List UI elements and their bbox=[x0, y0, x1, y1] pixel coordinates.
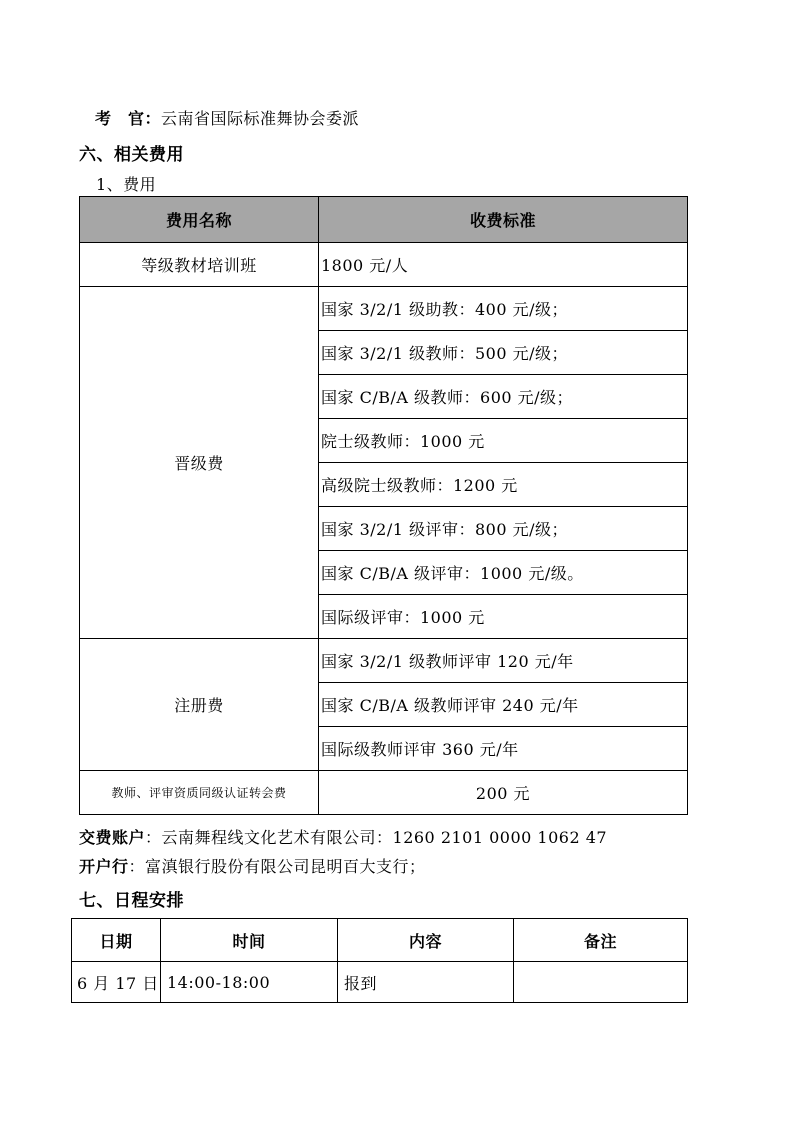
fee-registration-item: 国际级教师评审 360 元/年 bbox=[319, 727, 688, 771]
fee-promotion-item: 国家 3/2/1 级教师：500 元/级； bbox=[319, 331, 688, 375]
section-7-title: 七、日程安排 bbox=[79, 891, 184, 911]
account-label: 交费账户 bbox=[79, 828, 146, 847]
fee-table-header-row bbox=[80, 197, 688, 243]
fee-header-name: 费用名称 bbox=[80, 197, 319, 243]
schedule-header-note: 备注 bbox=[514, 919, 688, 962]
table-row bbox=[80, 243, 688, 287]
schedule-header-row bbox=[72, 919, 688, 962]
fee-promotion-item: 国家 C/B/A 级教师：600 元/级； bbox=[319, 375, 688, 419]
schedule-date: 6 月 17 日 bbox=[72, 962, 161, 1003]
examiner-line bbox=[95, 106, 359, 129]
fee-promotion-name: 晋级费 bbox=[80, 287, 319, 639]
fee-training-name: 等级教材培训班 bbox=[80, 243, 319, 287]
fee-registration-item: 国家 3/2/1 级教师评审 120 元/年 bbox=[319, 639, 688, 683]
fee-transfer-value: 200 元 bbox=[319, 771, 688, 815]
fee-promotion-item: 国家 3/2/1 级助教：400 元/级； bbox=[319, 287, 688, 331]
schedule-header-content: 内容 bbox=[338, 919, 514, 962]
examiner-value: 云南省国际标准舞协会委派 bbox=[161, 109, 360, 128]
schedule-header-time: 时间 bbox=[161, 919, 338, 962]
table-row bbox=[80, 639, 688, 683]
fee-promotion-item: 国家 C/B/A 级评审：1000 元/级。 bbox=[319, 551, 688, 595]
fee-registration-name: 注册费 bbox=[80, 639, 319, 771]
table-row bbox=[80, 771, 688, 815]
fee-promotion-item: 国际级评审：1000 元 bbox=[319, 595, 688, 639]
fee-table bbox=[79, 196, 688, 815]
account-text: ：云南舞程线文化艺术有限公司：1260 2101 0000 1062 47 bbox=[145, 828, 608, 847]
examiner-label: 考 官： bbox=[95, 109, 162, 128]
section-6-title: 六、相关费用 bbox=[79, 145, 184, 165]
table-row bbox=[80, 287, 688, 331]
schedule-time: 14:00-18:00 bbox=[161, 962, 338, 1003]
fee-transfer-name: 教师、评审资质同级认证转会费 bbox=[80, 771, 319, 815]
fee-promotion-item: 国家 3/2/1 级评审：800 元/级； bbox=[319, 507, 688, 551]
fee-header-standard: 收费标准 bbox=[319, 197, 688, 243]
fee-promotion-item: 院士级教师：1000 元 bbox=[319, 419, 688, 463]
schedule-note bbox=[514, 962, 688, 1003]
schedule-table bbox=[71, 918, 688, 1003]
account-line bbox=[79, 825, 607, 848]
section-6-subtitle: 1、费用 bbox=[96, 175, 157, 194]
schedule-content: 报到 bbox=[338, 962, 514, 1003]
bank-text: ：富滇银行股份有限公司昆明百大支行； bbox=[128, 857, 426, 876]
fee-registration-item: 国家 C/B/A 级教师评审 240 元/年 bbox=[319, 683, 688, 727]
fee-training-value: 1800 元/人 bbox=[319, 243, 688, 287]
bank-line bbox=[79, 854, 426, 877]
table-row bbox=[72, 962, 688, 1003]
bank-label: 开户行 bbox=[79, 857, 129, 876]
schedule-header-date: 日期 bbox=[72, 919, 161, 962]
fee-promotion-item: 高级院士级教师：1200 元 bbox=[319, 463, 688, 507]
